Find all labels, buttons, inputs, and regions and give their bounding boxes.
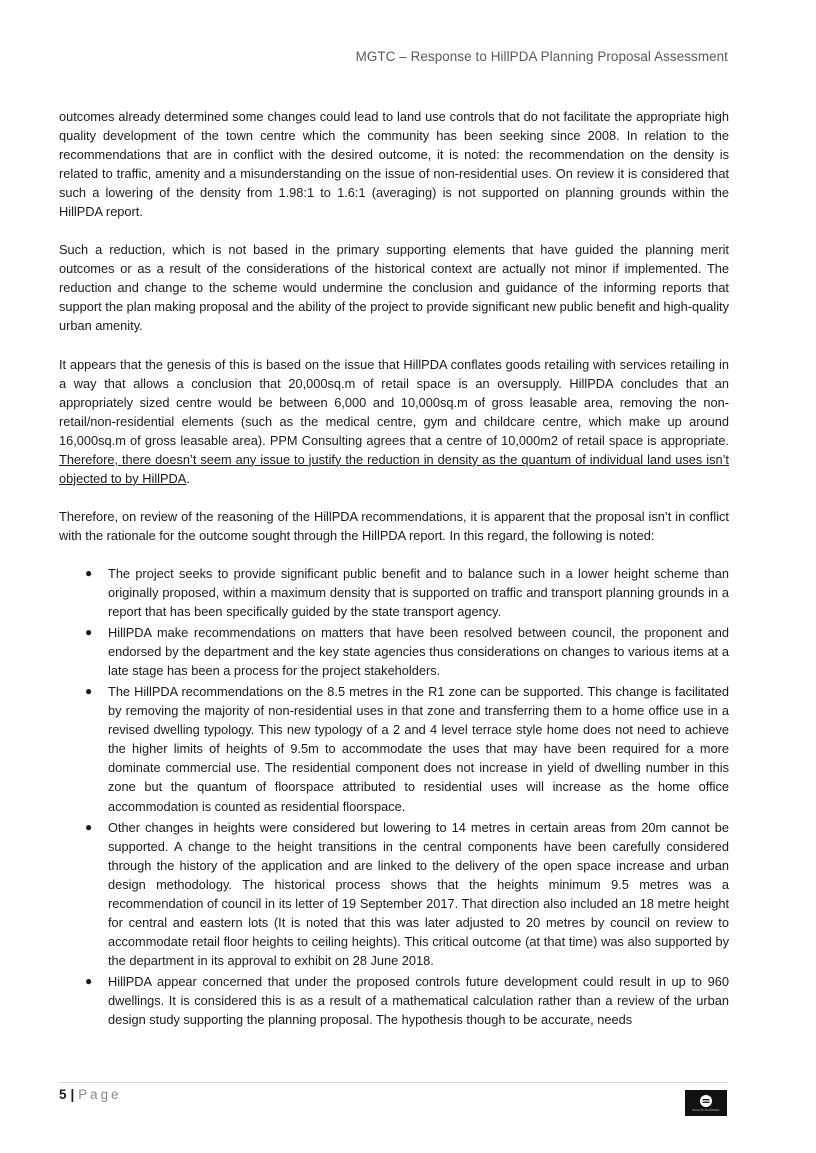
bullet-text: The project seeks to provide significant public benefit and to balance such in a lower height scheme than originally proposed, within a maximum density that is supported on traffic and transport planning grounds in a report that has been specifically guided by the state transport agency. (108, 565, 729, 620)
document-body (59, 107, 729, 1031)
running-header: MGTC – Response to HillPDA Planning Proposal Assessment (355, 49, 728, 64)
bullet-text: HillPDA appear concerned that under the proposed controls future development could result in up to 960 dwellings. It is considered this is as a result of a mathematical calculation rather than a review of the urban design study supporting the planning proposal. The hypothesis though to be accurate, needs (108, 973, 729, 1028)
bullet-item (59, 564, 729, 621)
paragraph-2: Such a reduction, which is not based in the primary supporting elements that have guided the planning merit outcomes or as a result of the considerations of the historical context are actually not minor if implemented. The reduction and change to the scheme would undermine the conclusion and guidance of the informing reports that support the plan making proposal and the ability of the project to provide significant new public benefit and high-quality urban amenity. (59, 242, 729, 334)
bullet-icon: ● (85, 819, 93, 834)
paragraph-4: Therefore, on review of the reasoning of the HillPDA recommendations, it is apparent that the proposal isn’t in conflict with the rationale for the outcome sought through the HillPDA report. In this regard, the following is noted: (59, 508, 729, 543)
bullet-icon: ● (85, 625, 93, 640)
bullet-text: Other changes in heights were considered but lowering to 14 metres in certain areas from 20m cannot be supported. A change to the height transitions in the central components have been carefully considered through the history of the application and are linked to the delivery of the open space increase and urban design methodology. The historical process shows that the heights minimum 9.5 metres was a recommendation of council in its letter of 19 September 2017. That direction also included an 18 metre height for central and eastern lots (It is noted that this was later adjusted to 20 metres by council on review to accommodate retail floor heights to ceiling heights). This critical outcome (at that time) was also supported by the department in its approval to exhibit on 28 June 2018. (108, 819, 729, 968)
logo-caption: PACIFIC PLANNING (692, 1109, 720, 1112)
bullet-icon: ● (85, 684, 93, 699)
bullet-item (59, 972, 729, 1029)
footer-separator: | (70, 1087, 75, 1102)
bullet-item (59, 623, 729, 680)
bullet-text: HillPDA make recommendations on matters that have been resolved between council, the proponent and endorsed by the department and the key state agencies thus considerations on changes to various items at a late stage has been a process for the project stakeholders. (108, 625, 729, 679)
bullet-text: The HillPDA recommendations on the 8.5 metres in the R1 zone can be supported. This change is facilitated by removing the majority of non-residential uses in that zone and transferring them to a home office use in a revised dwelling typology. This new typology of a 2 and 4 level terrace style home does not need to achieve the higher limits of heights of 9.5m to accommodate the uses that may have been required for a more dominate commercial use. The residential component does not increase in yield of dwelling number in this zone but the quantum of floorspace attributed to residential uses will increase as the home office accommodation is counted as residential floorspace. (108, 684, 729, 814)
paragraph-3-underlined: Therefore, there doesn’t seem any issue to justify the reduction in density as the quantum of individual land uses isn’t objected to by HillPDA (59, 451, 729, 486)
page-label: Page (78, 1087, 122, 1102)
page-footer (59, 1087, 121, 1102)
paragraph-3-end: . (186, 470, 190, 486)
paragraph-1: outcomes already determined some changes could lead to land use controls that do not facilitate the appropriate high quality development of the town centre which the community has been seeking since 2008. In relation to the recommendations that are in conflict with the desired outcome, it is noted: the recommendation on the density is related to traffic, amenity and a misunderstanding on the issue of non-residential uses. On review it is considered that such a lowering of the density from 1.98:1 to 1.6:1 (averaging) is not supported on planning grounds within the HillPDA report. (59, 109, 729, 220)
bullet-icon: ● (85, 565, 93, 580)
page-number: 5 (59, 1087, 67, 1102)
paragraph-3-text: It appears that the genesis of this is based on the issue that HillPDA conflates goods retailing with services retailing in a way that allows a conclusion that 20,000sq.m of retail space is an oversupply. HillPDA concludes that an appropriately sized centre would be between 6,000 and 10,000sq.m of gross leasable area, removing the non-retail/non-residential elements (such as the medical centre, gym and childcare centre, which make up around 16,000sq.m of gross leasable area). PPM Consulting agrees that a centre of 10,000m2 of retail space is appropriate. (59, 356, 729, 448)
bullet-item (59, 682, 729, 815)
footer-divider (58, 1082, 728, 1083)
company-logo (685, 1090, 727, 1116)
bullet-item (59, 818, 729, 970)
logo-mark-icon (699, 1094, 713, 1108)
bullet-list (59, 564, 729, 1029)
bullet-icon: ● (85, 973, 93, 988)
paragraph-3 (59, 355, 729, 488)
